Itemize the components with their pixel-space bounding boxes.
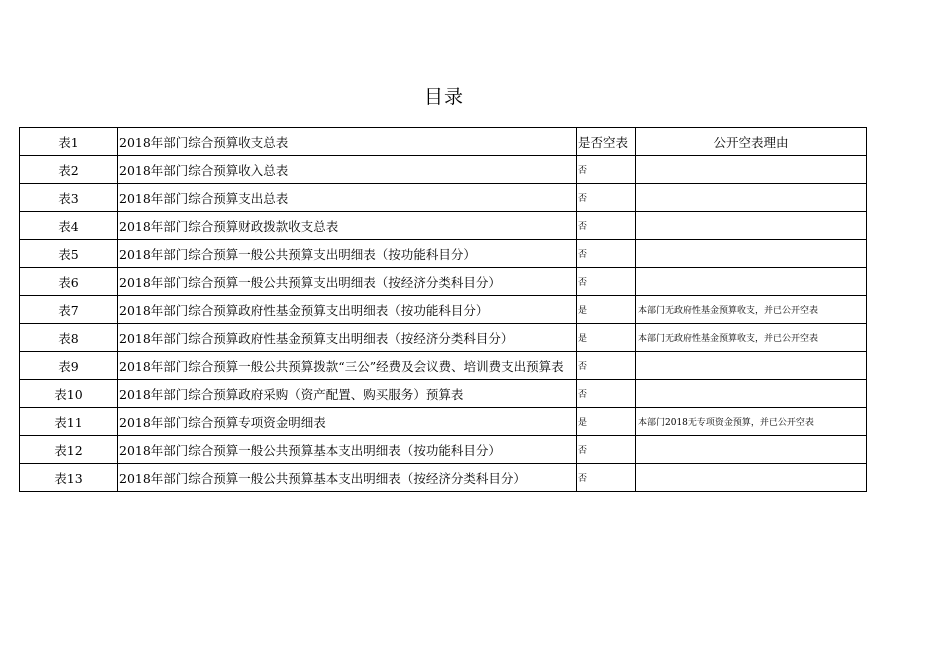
empty-reason-cell xyxy=(636,352,867,380)
table-name-cell: 2018年部门综合预算政府采购（资产配置、购买服务）预算表 xyxy=(118,380,577,408)
table-row xyxy=(20,464,867,492)
table-name-cell: 2018年部门综合预算政府性基金预算支出明细表（按经济分类科目分） xyxy=(118,324,577,352)
empty-reason-cell xyxy=(636,268,867,296)
empty-reason-cell xyxy=(636,380,867,408)
empty-reason-cell: 本部门2018无专项资金预算，并已公开空表 xyxy=(636,408,867,436)
table-name-cell: 2018年部门综合预算一般公共预算基本支出明细表（按功能科目分） xyxy=(118,436,577,464)
table-name-cell: 2018年部门综合预算收支总表 xyxy=(118,128,577,156)
table-row xyxy=(20,128,867,156)
table-number-cell: 表4 xyxy=(20,212,118,240)
is-empty-cell: 是 xyxy=(577,296,636,324)
table-name-cell: 2018年部门综合预算一般公共预算支出明细表（按功能科目分） xyxy=(118,240,577,268)
table-name-cell: 2018年部门综合预算专项资金明细表 xyxy=(118,408,577,436)
empty-reason-cell xyxy=(636,156,867,184)
table-name-cell: 2018年部门综合预算收入总表 xyxy=(118,156,577,184)
table-row xyxy=(20,212,867,240)
table-name-cell: 2018年部门综合预算一般公共预算拨款“三公”经费及会议费、培训费支出预算表 xyxy=(118,352,577,380)
is-empty-cell: 是 xyxy=(577,324,636,352)
empty-reason-cell xyxy=(636,240,867,268)
table-number-cell: 表6 xyxy=(20,268,118,296)
table-number-cell: 表3 xyxy=(20,184,118,212)
table-name-cell: 2018年部门综合预算财政拨款收支总表 xyxy=(118,212,577,240)
table-number-cell: 表2 xyxy=(20,156,118,184)
is-empty-cell: 否 xyxy=(577,464,636,492)
table-number-cell: 表5 xyxy=(20,240,118,268)
empty-reason-cell xyxy=(636,464,867,492)
table-name-cell: 2018年部门综合预算支出总表 xyxy=(118,184,577,212)
empty-reason-cell: 本部门无政府性基金预算收支，并已公开空表 xyxy=(636,296,867,324)
table-number-cell: 表10 xyxy=(20,380,118,408)
table-name-cell: 2018年部门综合预算一般公共预算支出明细表（按经济分类科目分） xyxy=(118,268,577,296)
empty-reason-header: 公开空表理由 xyxy=(636,128,867,156)
is-empty-cell: 否 xyxy=(577,436,636,464)
table-number-cell: 表13 xyxy=(20,464,118,492)
table-number-cell: 表11 xyxy=(20,408,118,436)
is-empty-cell: 否 xyxy=(577,156,636,184)
table-row xyxy=(20,296,867,324)
table-number-cell: 表8 xyxy=(20,324,118,352)
is-empty-header: 是否空表 xyxy=(577,128,636,156)
is-empty-cell: 否 xyxy=(577,380,636,408)
is-empty-cell: 否 xyxy=(577,268,636,296)
table-row xyxy=(20,324,867,352)
table-name-cell: 2018年部门综合预算政府性基金预算支出明细表（按功能科目分） xyxy=(118,296,577,324)
empty-reason-cell xyxy=(636,212,867,240)
empty-reason-cell xyxy=(636,436,867,464)
page-title: 目录 xyxy=(423,86,464,108)
empty-reason-cell: 本部门无政府性基金预算收支，并已公开空表 xyxy=(636,324,867,352)
catalog-table xyxy=(19,127,867,492)
is-empty-cell: 否 xyxy=(577,184,636,212)
is-empty-cell: 否 xyxy=(577,352,636,380)
is-empty-cell: 是 xyxy=(577,408,636,436)
table-row xyxy=(20,408,867,436)
table-row xyxy=(20,268,867,296)
table-number-cell: 表7 xyxy=(20,296,118,324)
table-number-cell: 表9 xyxy=(20,352,118,380)
table-row xyxy=(20,240,867,268)
table-number-cell: 表1 xyxy=(20,128,118,156)
table-row xyxy=(20,352,867,380)
table-number-cell: 表12 xyxy=(20,436,118,464)
table-name-cell: 2018年部门综合预算一般公共预算基本支出明细表（按经济分类科目分） xyxy=(118,464,577,492)
is-empty-cell: 否 xyxy=(577,212,636,240)
table-row xyxy=(20,156,867,184)
is-empty-cell: 否 xyxy=(577,240,636,268)
table-row xyxy=(20,184,867,212)
empty-reason-cell xyxy=(636,184,867,212)
table-row xyxy=(20,380,867,408)
table-row xyxy=(20,436,867,464)
